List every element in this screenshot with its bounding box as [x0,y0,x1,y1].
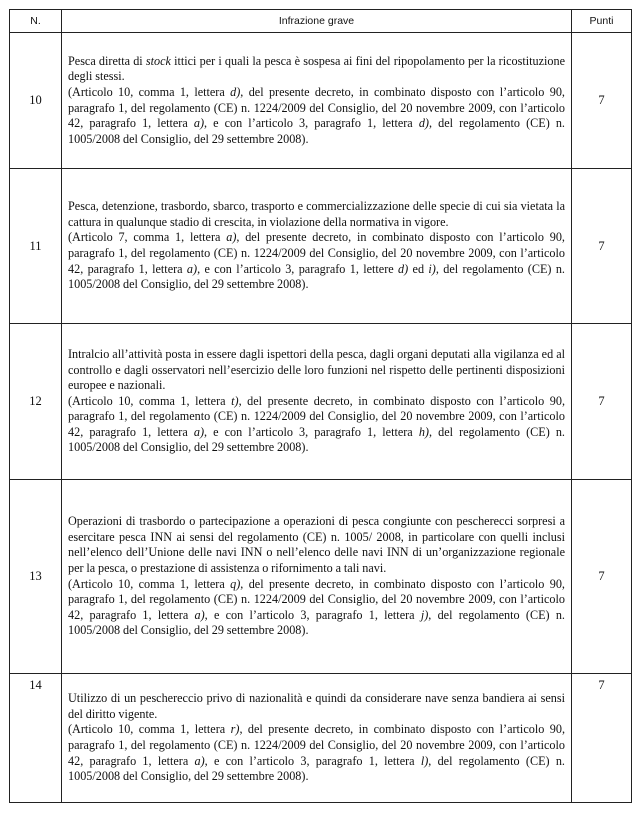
infraction-text: Intralcio all’attività posta in essere dagli ispettori della pesca, dagli organi deputati alla vigilanza ed al controllo e dagli osservatori nell’esercizio delle loro funzioni nel rispetto delle pertinenti disposizioni europee e nazionali. [68,346,565,393]
row-number: 14 [10,674,62,803]
row-points: 7 [572,324,632,480]
row-number: 10 [10,33,62,169]
table-row [10,674,632,803]
row-number: 13 [10,480,62,674]
row-points: 7 [572,169,632,324]
table-row [10,169,632,324]
row-number: 12 [10,324,62,480]
row-points: 7 [572,674,632,803]
table-row [10,480,632,674]
table-row [10,324,632,480]
table-row [10,33,632,169]
table-header [10,10,632,33]
row-number: 11 [10,169,62,324]
row-description [62,674,572,803]
row-description [62,324,572,480]
row-description [62,169,572,324]
header-number: N. [10,10,62,33]
header-infraction: Infrazione grave [62,10,572,33]
header-points: Punti [572,10,632,33]
infraction-text: Pesca diretta di stock ittici per i quali la pesca è sospesa ai fini del ripopolamento per la ricostituzione degli stessi. [68,53,565,84]
infraction-text: Utilizzo di un peschereccio privo di nazionalità e quindi da considerare nave senza bandiera ai sensi del diritto vigente. [68,691,565,721]
legal-reference: (Articolo 7, comma 1, lettera a), del presente decreto, in combinato disposto con l’articolo 90, paragrafo 1, del regolamento (CE) n. 1224/2009 del Consiglio, del 20 novembre 2009, con l’articolo 42, paragrafo 1, lettera a), e con l’articolo 3, paragrafo 1, lettere d) ed i), del regolamento (CE) n. 1005/2008 del Consiglio, del 29 settembre 2008). [68,230,565,292]
row-description [62,480,572,674]
legal-reference: (Articolo 10, comma 1, lettera d), del presente decreto, in combinato disposto con l’articolo 90, paragrafo 1, del regolamento (CE) n. 1224/2009 del Consiglio, del 20 novembre 2009, con l’articolo 42, paragrafo 1, lettera a), e con l’articolo 3, paragrafo 1, lettera d), del regolamento (CE) n. 1005/2008 del Consiglio, del 29 settembre 2008). [68,84,565,146]
infraction-text: Pesca, detenzione, trasbordo, sbarco, trasporto e commercializzazione delle specie di cui sia vietata la cattura in qualunque stadio di crescita, in violazione della normativa in vigore. [68,199,565,229]
row-points: 7 [572,480,632,674]
infractions-table [9,9,632,803]
row-points: 7 [572,33,632,169]
infraction-text: Operazioni di trasbordo o partecipazione a operazioni di pesca congiunte con pescherecci sorpresi a esercitare pesca INN ai sensi del regolamento (CE) n. 1005/ 2008, in particolare con quelli inclusi nell’elenco dell’Unione delle navi INN o nell’elenco delle navi INN di un’organizzazione regionale per la pesca, o prestazione di assistenza o rifornimento a tali navi. [68,514,565,575]
legal-reference: (Articolo 10, comma 1, lettera t), del presente decreto, in combinato disposto con l’articolo 90, paragrafo 1, del regolamento (CE) n. 1224/2009 del Consiglio, del 20 novembre 2009, con l’articolo 42, paragrafo 1, lettera a), e con l’articolo 3, paragrafo 1, lettera h), del regolamento (CE) n. 1005/2008 del Consiglio, del 29 settembre 2008). [68,393,565,455]
row-description [62,33,572,169]
header-row [10,10,632,33]
legal-reference: (Articolo 10, comma 1, lettera q), del presente decreto, in combinato disposto con l’articolo 90, paragrafo 1, del regolamento (CE) n. 1224/2009 del Consiglio, del 20 novembre 2009, con l’articolo 42, paragrafo 1, lettera a), e con l’articolo 3, paragrafo 1, lettera j), del regolamento (CE) n. 1005/2008 del Consiglio, del 29 settembre 2008). [68,576,565,638]
legal-reference: (Articolo 10, comma 1, lettera r), del presente decreto, in combinato disposto con l’articolo 90, paragrafo 1, del regolamento (CE) n. 1224/2009 del Consiglio, del 20 novembre 2009, con l’articolo 42, paragrafo 1, lettera a), e con l’articolo 3, paragrafo 1, lettera l), del regolamento (CE) n. 1005/2008 del Consiglio, del 29 settembre 2008). [68,722,565,784]
